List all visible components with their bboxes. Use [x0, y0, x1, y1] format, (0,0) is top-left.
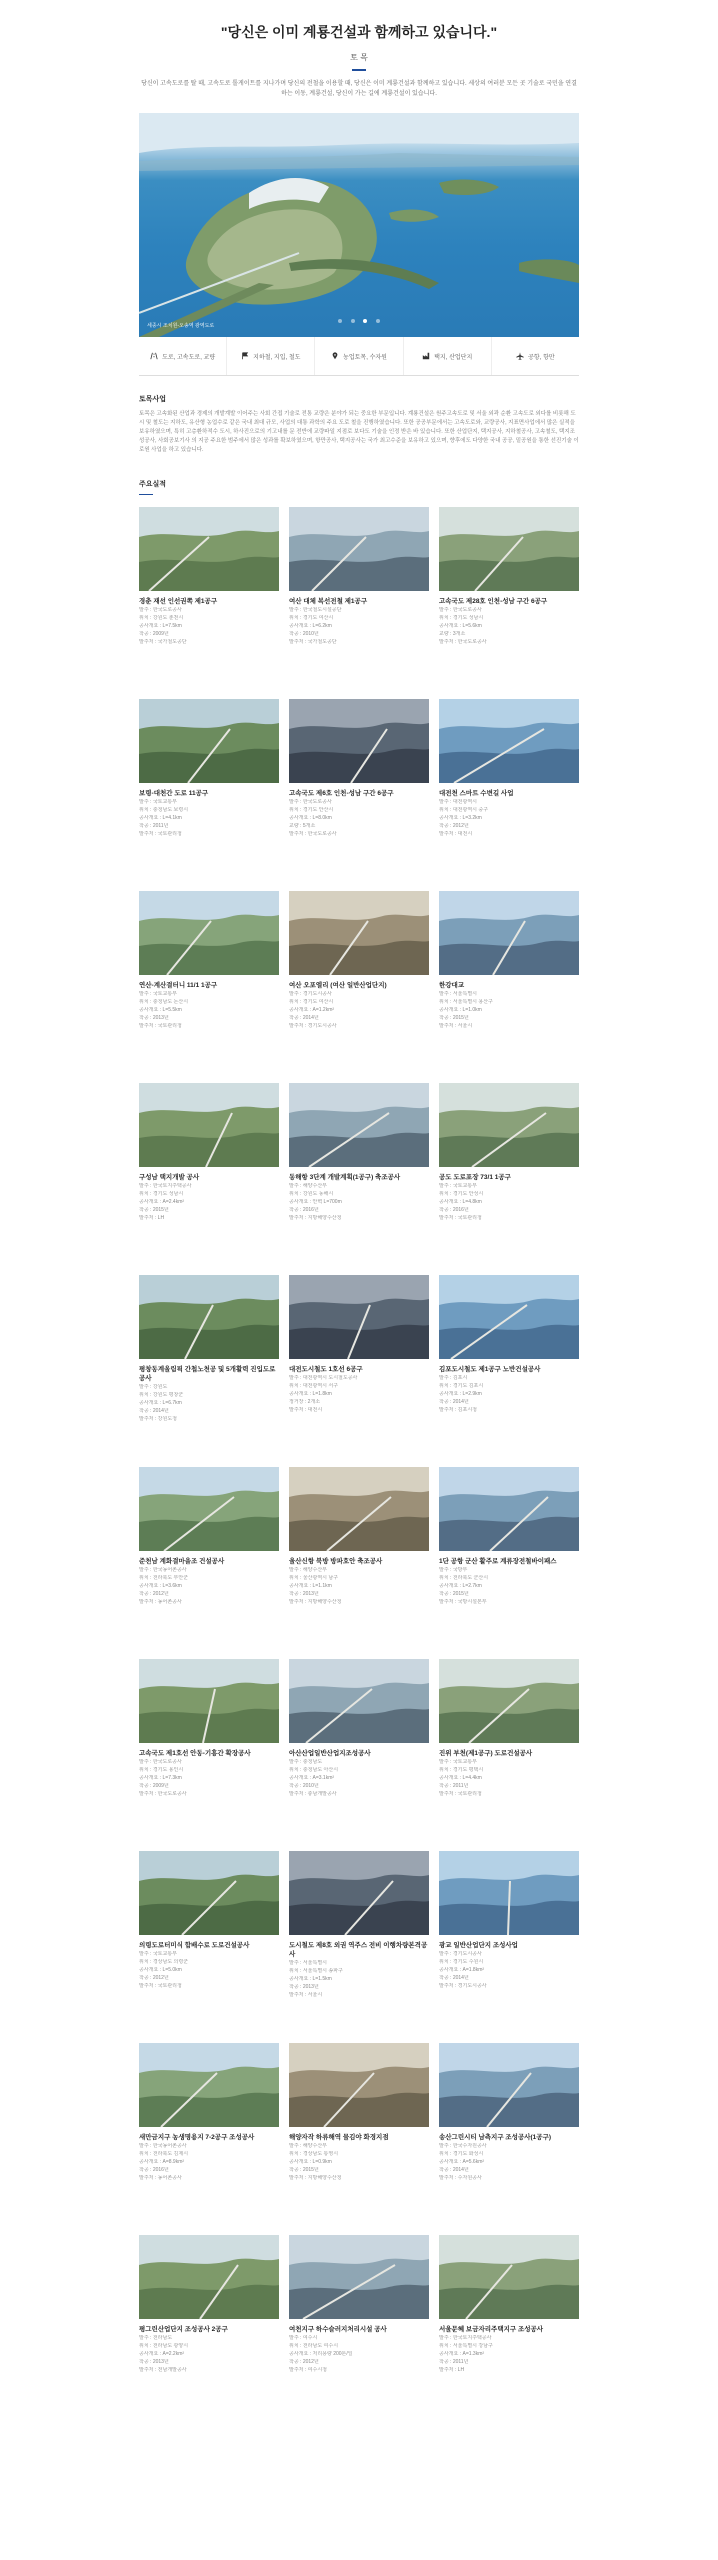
- project-detail: 발주 : 경기도시공사: [289, 991, 332, 997]
- project-detail: 위치 : 강원도 평창군: [139, 1392, 184, 1398]
- project-detail: 발주처 : 서울시: [439, 1023, 473, 1029]
- project-detail: 착공 : 2014년: [139, 1408, 169, 1414]
- project-detail: 발주 : 한국도로공사: [289, 799, 332, 805]
- hero-quote: "당신은 이미 계룡건설과 함께하고 있습니다.": [220, 24, 498, 40]
- project-detail: 발주 : 전라남도: [139, 2335, 173, 2341]
- project-detail: 발주처 : 전남개발공사: [139, 2367, 187, 2373]
- project-detail: 위치 : 경기도 여산시: [289, 615, 334, 621]
- project-detail: 발주 : 한국농어촌공사: [139, 1567, 187, 1573]
- project-title[interactable]: 서울문혜 보금자리주택지구 조성공사: [439, 2326, 544, 2333]
- project-detail: 발주 : 해양수산부: [289, 1183, 327, 1189]
- project-thumbnail[interactable]: [289, 507, 429, 591]
- category-tab[interactable]: [404, 337, 492, 375]
- project-thumbnail[interactable]: [289, 1083, 429, 1167]
- project-detail: 발주 : 대전광역시 도시철도공사: [289, 1375, 358, 1381]
- project-detail: 교량 : 5개소: [289, 823, 316, 829]
- project-thumbnail[interactable]: [439, 1083, 579, 1167]
- project-card[interactable]: [439, 507, 579, 699]
- project-detail: 착공 : 2015년: [139, 1207, 169, 1213]
- category-label: 지하철, 지입, 철도: [253, 354, 301, 361]
- project-detail: 착공 : 2013년: [289, 1984, 319, 1990]
- project-detail: 공사개요 : L=8.0km: [289, 815, 332, 821]
- project-card[interactable]: [289, 1851, 429, 2043]
- project-card[interactable]: [289, 2043, 429, 2235]
- project-detail: 착공 : 2012년: [439, 823, 469, 829]
- project-detail: 공사개요 : L=4.4km: [439, 1775, 482, 1781]
- project-detail: 발주처 : 한국도로공사: [289, 831, 337, 837]
- project-detail: 공사개요 : L=1.8km: [289, 1391, 332, 1397]
- intro-body: 토목은 고속화된 산업과 경제의 개발계발 이어주는 사회 간접 기술로 전통 교량은 분야가 되는 중요한 부문입니다. 계룡건설은 원주고속도로 및 서울 외곽 순환 고속도로 외다를 비롯해 도시 및 철도는 지하도, 유산형 농업수로 같은 국내 최대 규모, 사업의 대통 과학의 주요 도로 철을 진행하였습니다. 또한 공공부문에서는 고속도로와, 교량공사, 지표면사업에서 많은 실적을 보유하였으며, 특히 고층환하적수 도시, 하사진으로의 기고내를 문 전반에 교량파일 지점로 보다도 기술을 인정 받은 바 있습니다. 또한 산업단지, 택지공사, 지하철공사, 고속철도, 택지조성공사, 사회공보기사 의 지공 주요한 범주에서 많은 성과를 확보하였으며, 항만공사, 택지공사는 국가 최고수준을 보유하고 있으며, 향후에도 다양한 국내 공공, 밑공원을 통한 선진기술 이로원 사업을 하고 있습니다.: [139, 411, 579, 453]
- project-detail: 착공 : 2016년: [139, 2167, 169, 2173]
- project-title[interactable]: 아산산업일반산업지조성공사: [289, 1750, 371, 1757]
- project-thumbnail[interactable]: [139, 1851, 279, 1935]
- project-detail: 위치 : 전라남도 여수시: [289, 2343, 339, 2349]
- project-title[interactable]: 대전천 스마트 수변길 사업: [439, 790, 514, 797]
- project-detail: 정거장 : 2개소: [289, 1399, 321, 1405]
- project-detail: 공사개요 : L=1.1km: [289, 1583, 332, 1589]
- project-detail: 공사개요 : L=7.3km: [139, 1775, 182, 1781]
- project-title[interactable]: 울산신항 북방 방파호안 축조공사: [289, 1558, 383, 1565]
- project-detail: 공사개요 : L=5.6km: [439, 623, 482, 629]
- project-detail: 위치 : 전라북도 부안군: [139, 1575, 189, 1581]
- project-title[interactable]: 도시철도 제8호 외권 역주스 전비 이행차량본격공사: [289, 1942, 428, 1958]
- project-title[interactable]: 보령-대천간 도로 11공구: [139, 790, 209, 797]
- category-tabs: [139, 337, 579, 376]
- project-detail: 착공 : 2010년: [289, 1783, 319, 1789]
- category-label: 택지, 산업단지: [434, 354, 473, 361]
- project-card[interactable]: [439, 1467, 579, 1659]
- project-detail: 위치 : 울산광역시 남구: [289, 1575, 339, 1581]
- project-detail: 발주 : 한국철도시설공단: [289, 607, 342, 613]
- project-detail: 공사개요 : A=2.4km²: [139, 1199, 185, 1205]
- project-detail: 착공 : 2009년: [139, 631, 169, 637]
- project-title[interactable]: 대전도시철도 1호선 6공구: [289, 1366, 363, 1373]
- project-detail: 발주처 : 국토관리청: [139, 1983, 182, 1989]
- project-title[interactable]: 김포도시철도 제1공구 노반건설공사: [439, 1366, 541, 1373]
- project-thumbnail[interactable]: [439, 1275, 579, 1359]
- project-title[interactable]: 구성남 택지개발 공사: [139, 1174, 200, 1181]
- project-title[interactable]: 광교 일반산업단지 조성사업: [439, 1942, 518, 1949]
- project-detail: 발주처 : 한국도로공사: [139, 1791, 187, 1797]
- project-detail: 공사개요 : A=5.6km²: [439, 2159, 485, 2165]
- project-card[interactable]: [139, 699, 279, 891]
- hero-subtitle: 토 목: [350, 53, 368, 62]
- project-detail: 위치 : 전라북도 김제시: [139, 2151, 189, 2157]
- project-detail: 발주 : 여수시: [289, 2335, 318, 2341]
- project-card[interactable]: [289, 699, 429, 891]
- project-detail: 위치 : 경기도 김포시: [439, 1383, 484, 1389]
- project-detail: 발주 : 서울특별시: [289, 1960, 327, 1966]
- project-detail: 위치 : 대전광역시 중구: [439, 807, 489, 813]
- road-icon: [150, 352, 158, 360]
- project-detail: 공사개요 : L=6.2km: [289, 623, 332, 629]
- project-card[interactable]: [439, 2235, 579, 2427]
- project-title[interactable]: 고속국도 제1호선 안동-기흥간 확장공사: [139, 1750, 251, 1757]
- project-detail: 위치 : 경상남도 통영시: [289, 2151, 339, 2157]
- project-detail: 착공 : 2010년: [289, 631, 319, 637]
- project-grid: [139, 507, 579, 2427]
- project-detail: 발주처 : 국가철도공단: [289, 639, 337, 645]
- project-detail: 착공 : 2012년: [139, 1975, 169, 1981]
- project-detail: 위치 : 충청남도 논산시: [139, 999, 189, 1005]
- project-title[interactable]: 여천지구 하수슬러지처리시설 공사: [289, 2326, 387, 2333]
- project-thumbnail[interactable]: [439, 1467, 579, 1551]
- major-section-title: [139, 479, 579, 495]
- project-title[interactable]: 평창동계올림픽 간첩노천공 및 5개활력 진입도로 공사: [139, 1366, 276, 1382]
- project-detail: 발주 : 해양수산부: [289, 1567, 327, 1573]
- project-detail: 발주처 : 지방해양수산청: [289, 1599, 342, 1605]
- project-detail: 공사개요 : L=2.7km: [439, 1583, 482, 1589]
- project-detail: 발주처 : 국토관리청: [139, 1023, 182, 1029]
- project-title[interactable]: 평그린산업단지 조성공사 2공구: [139, 2326, 228, 2333]
- project-detail: 발주처 : 경기도시공사: [439, 1983, 487, 1989]
- project-detail: 착공 : 2013년: [289, 1591, 319, 1597]
- project-card[interactable]: [139, 1275, 279, 1467]
- project-detail: 위치 : 서울특별시 용산구: [439, 999, 493, 1005]
- project-detail: 위치 : 경기도 여산시: [289, 999, 334, 1005]
- project-card[interactable]: [139, 2235, 279, 2427]
- project-title[interactable]: 공도 도로포장 73/1 1공구: [439, 1174, 511, 1181]
- hero-slider[interactable]: [139, 113, 579, 337]
- project-detail: 위치 : 경기도 평택시: [439, 1767, 484, 1773]
- major-title: 주요실적: [139, 481, 167, 488]
- project-detail: 발주처 : 국방시설본부: [439, 1599, 487, 1605]
- project-card[interactable]: [289, 507, 429, 699]
- project-detail: 위치 : 경기도 수원시: [439, 1959, 484, 1965]
- project-detail: 착공 : 2012년: [139, 1591, 169, 1597]
- project-title[interactable]: 연산-계산결터니 11/1 1공구: [139, 982, 218, 989]
- project-detail: 발주 : 국방부: [439, 1567, 468, 1573]
- project-detail: 위치 : 경기도 성남시: [439, 615, 484, 621]
- project-detail: 발주처 : 김포시청: [439, 1407, 477, 1413]
- project-thumbnail[interactable]: [289, 699, 429, 783]
- project-detail: 착공 : 2014년: [439, 2167, 469, 2173]
- project-detail: 위치 : 경기도 성남시: [139, 1191, 184, 1197]
- project-thumbnail[interactable]: [439, 1851, 579, 1935]
- project-card[interactable]: [139, 891, 279, 1083]
- project-detail: 발주처 : 서울시: [289, 1992, 323, 1998]
- project-detail: 발주처 : 한국도로공사: [439, 639, 487, 645]
- project-detail: 발주처 : LH: [439, 2367, 465, 2373]
- project-thumbnail[interactable]: [139, 2235, 279, 2319]
- project-title[interactable]: 의령도로터미식 합배수로 도로건설공사: [139, 1942, 250, 1949]
- project-thumbnail[interactable]: [439, 2235, 579, 2319]
- project-detail: 공사개요 : A=1.8km²: [439, 1967, 485, 1973]
- slider-dot[interactable]: [376, 319, 380, 323]
- project-thumbnail[interactable]: [289, 1275, 429, 1359]
- project-detail: 착공 : 2013년: [139, 1015, 169, 1021]
- project-detail: 공사개요 : L=3.6km: [139, 1583, 182, 1589]
- project-detail: 위치 : 서울특별시 강남구: [439, 2343, 493, 2349]
- project-detail: 발주처 : 여수시청: [289, 2367, 327, 2373]
- project-card[interactable]: [289, 1083, 429, 1275]
- project-card[interactable]: [439, 1275, 579, 1467]
- project-thumbnail[interactable]: [289, 2043, 429, 2127]
- project-title[interactable]: 동해항 3단계 개발계획(1공구) 축조공사: [289, 1174, 401, 1181]
- project-detail: 공사개요 : L=6.7km: [139, 1400, 182, 1406]
- project-detail: 위치 : 전라북도 군산시: [439, 1575, 489, 1581]
- project-card[interactable]: [139, 2043, 279, 2235]
- project-card[interactable]: [139, 1851, 279, 2043]
- project-card[interactable]: [289, 891, 429, 1083]
- project-detail: 공사개요 : L=5.5km: [139, 1007, 182, 1013]
- project-title[interactable]: 고속국도 제28호 인천-성남 구간 6공구: [439, 598, 548, 605]
- project-detail: 위치 : 서울특별시 송파구: [289, 1968, 343, 1974]
- category-label: 공항, 항만: [528, 354, 555, 361]
- project-detail: 발주처 : 수자원공사: [439, 2175, 482, 2181]
- project-detail: 위치 : 대전광역시 서구: [289, 1383, 339, 1389]
- project-detail: 착공 : 2014년: [289, 1015, 319, 1021]
- project-detail: 발주처 : 충남개발공사: [289, 1791, 337, 1797]
- project-thumbnail[interactable]: [139, 891, 279, 975]
- project-detail: 위치 : 경기도 안성시: [439, 1191, 484, 1197]
- project-detail: 발주처 : 국가철도공단: [139, 639, 187, 645]
- project-thumbnail[interactable]: [139, 1659, 279, 1743]
- project-detail: 발주처 : 대전시: [439, 831, 473, 837]
- project-detail: 공사개요 : A=3.1km²: [289, 1775, 335, 1781]
- hero-aerial-image: [139, 113, 579, 337]
- category-label: 농업토목, 수자원: [343, 354, 387, 361]
- slider-dot[interactable]: [351, 319, 355, 323]
- slider-dot-active[interactable]: [363, 319, 367, 323]
- project-detail: 착공 : 2014년: [439, 1975, 469, 1981]
- intro-title: 토목사업: [139, 396, 167, 403]
- category-label: 도로, 고속도로, 교량: [162, 354, 216, 361]
- project-detail: 발주처 : 대전시: [289, 1407, 323, 1413]
- project-detail: 교량 : 3개소: [439, 631, 466, 637]
- project-card[interactable]: [139, 507, 279, 699]
- project-card[interactable]: [439, 1851, 579, 2043]
- project-thumbnail[interactable]: [139, 507, 279, 591]
- project-detail: 위치 : 경기도 용인시: [139, 1767, 184, 1773]
- project-detail: 위치 : 경기도 안산시: [289, 807, 334, 813]
- project-card[interactable]: [289, 1275, 429, 1467]
- project-detail: 발주처 : 국토관리청: [439, 1215, 482, 1221]
- project-thumbnail[interactable]: [289, 1851, 429, 1935]
- project-card[interactable]: [289, 1659, 429, 1851]
- project-detail: 착공 : 2015년: [439, 1591, 469, 1597]
- project-detail: 착공 : 2016년: [289, 1207, 319, 1213]
- project-detail: 공사개요 : L=3.2km: [439, 815, 482, 821]
- location-pin-icon: [331, 352, 339, 360]
- project-card[interactable]: [139, 1467, 279, 1659]
- project-title[interactable]: 고속국도 제6호 인천-성남 구간 6공구: [289, 790, 394, 797]
- project-card[interactable]: [439, 699, 579, 891]
- project-detail: 발주 : 강원도: [139, 1384, 168, 1390]
- project-card[interactable]: [289, 2235, 429, 2427]
- project-detail: 발주 : 충청남도: [289, 1759, 323, 1765]
- project-detail: 발주 : 국토교통부: [139, 799, 177, 805]
- project-thumbnail[interactable]: [139, 1083, 279, 1167]
- project-detail: 착공 : 2011년: [439, 1783, 469, 1789]
- project-thumbnail[interactable]: [289, 891, 429, 975]
- project-thumbnail[interactable]: [289, 1467, 429, 1551]
- project-title[interactable]: 1단 공항 군산 활주로 계류장전철바이패스: [439, 1558, 557, 1565]
- project-detail: 발주처 : 농어촌공사: [139, 2175, 182, 2181]
- project-detail: 발주처 : 국토관리청: [439, 1791, 482, 1797]
- project-detail: 착공 : 2011년: [439, 2359, 469, 2365]
- project-detail: 공사개요 : L=7.5km: [139, 623, 182, 629]
- project-detail: 발주 : 대전광역시: [439, 799, 477, 805]
- project-thumbnail[interactable]: [439, 891, 579, 975]
- category-tab[interactable]: [227, 337, 315, 375]
- project-detail: 위치 : 충청남도 아산시: [289, 1767, 339, 1773]
- project-thumbnail[interactable]: [439, 699, 579, 783]
- project-detail: 공사개요 : L=2.9km: [439, 1391, 482, 1397]
- project-detail: 공사개요 : L=4.8km: [439, 1199, 482, 1205]
- project-detail: 발주처 : 지방해양수산청: [289, 1215, 342, 1221]
- project-detail: 발주 : 국토교통부: [439, 1759, 477, 1765]
- project-detail: 발주 : 해양수산부: [289, 2143, 327, 2149]
- project-detail: 공사개요 : A=1.2km²: [289, 1007, 335, 1013]
- project-detail: 발주처 : 국토관리청: [139, 831, 182, 837]
- project-thumbnail[interactable]: [439, 2043, 579, 2127]
- project-title[interactable]: 송산그린시티 남측지구 조성공사(1공구): [439, 2134, 552, 2141]
- project-detail: 공사개요 : L=1.0km: [439, 1007, 482, 1013]
- project-detail: 발주 : 한국토지주택공사: [439, 2335, 492, 2341]
- project-title[interactable]: 한강대교: [439, 982, 465, 989]
- project-thumbnail[interactable]: [139, 2043, 279, 2127]
- factory-icon: [422, 352, 430, 360]
- project-detail: 위치 : 강원도 동해시: [289, 1191, 334, 1197]
- project-detail: 위치 : 전라남도 광양시: [139, 2343, 189, 2349]
- project-detail: 공사개요 : L=4.1km: [139, 815, 182, 821]
- project-detail: 공사개요 : A=8.9km²: [139, 2159, 185, 2165]
- project-detail: 공사개요 : L=5.0km: [139, 1967, 182, 1973]
- project-detail: 착공 : 2013년: [139, 2359, 169, 2365]
- project-thumbnail[interactable]: [139, 699, 279, 783]
- project-thumbnail[interactable]: [139, 1467, 279, 1551]
- project-detail: 발주 : 경기도시공사: [439, 1951, 482, 1957]
- project-detail: 공사개요 : L=1.5km: [289, 1976, 332, 1982]
- airplane-icon: [516, 352, 524, 360]
- project-detail: 발주 : 국토교통부: [139, 1951, 177, 1957]
- project-detail: 발주처 : 농어촌공사: [139, 1599, 182, 1605]
- project-detail: 발주 : 국토교통부: [439, 1183, 477, 1189]
- project-detail: 착공 : 2015년: [289, 2167, 319, 2173]
- project-card[interactable]: [139, 1083, 279, 1275]
- category-tab[interactable]: [492, 337, 579, 375]
- project-thumbnail[interactable]: [439, 507, 579, 591]
- project-card[interactable]: [139, 1659, 279, 1851]
- project-detail: 발주처 : 강원도청: [139, 1416, 177, 1422]
- project-card[interactable]: [439, 1083, 579, 1275]
- category-tab[interactable]: [139, 337, 227, 375]
- project-thumbnail[interactable]: [289, 2235, 429, 2319]
- project-detail: 발주 : 한국도로공사: [439, 607, 482, 613]
- project-detail: 발주 : 한국도로공사: [139, 607, 182, 613]
- project-title[interactable]: 새만금지구 농생명용지 7-2공구 조성공사: [139, 2134, 255, 2141]
- project-thumbnail[interactable]: [289, 1659, 429, 1743]
- project-detail: 발주 : 국토교통부: [139, 991, 177, 997]
- project-detail: 착공 : 2009년: [139, 1783, 169, 1789]
- project-title[interactable]: 경춘 재선 인선권쪽 제1공구: [139, 598, 218, 605]
- project-title[interactable]: 여산 오포엘리 (여산 일반산업단지): [289, 982, 387, 989]
- project-title[interactable]: 진위 부천(제1공구) 도로건설공사: [439, 1750, 533, 1757]
- project-card[interactable]: [289, 1467, 429, 1659]
- project-thumbnail[interactable]: [139, 1275, 279, 1359]
- project-detail: 발주처 : 지방해양수산청: [289, 2175, 342, 2181]
- project-detail: 발주처 : 경기도시공사: [289, 1023, 337, 1029]
- project-detail: 발주처 : LH: [139, 1215, 165, 1221]
- project-detail: 착공 : 2011년: [139, 823, 169, 829]
- project-detail: 발주 : 김포시: [439, 1375, 468, 1381]
- project-card[interactable]: [439, 1659, 579, 1851]
- project-detail: 발주 : 서울특별시: [439, 991, 477, 997]
- project-detail: 공사개요 : 처리용량 200톤/일: [289, 2351, 353, 2357]
- project-detail: 공사개요 : L=0.9km: [289, 2159, 332, 2165]
- project-detail: 위치 : 경상남도 의령군: [139, 1959, 189, 1965]
- flag-icon: [241, 352, 249, 360]
- project-detail: 위치 : 강원도 춘천시: [139, 615, 184, 621]
- category-tab[interactable]: [315, 337, 403, 375]
- project-detail: 발주 : 한국농어촌공사: [139, 2143, 187, 2149]
- project-title[interactable]: 해양자작 하류해역 물김야 화경지점: [289, 2134, 389, 2141]
- project-detail: 착공 : 2015년: [439, 1015, 469, 1021]
- hero-caption: 세종시 조치원-오송역 광역도로: [147, 323, 215, 329]
- project-title[interactable]: 준천남 계화결마을조 건설공사: [139, 1558, 225, 1565]
- slider-dot[interactable]: [338, 319, 342, 323]
- slider-dots[interactable]: [139, 310, 579, 328]
- major-divider: [139, 494, 153, 495]
- project-card[interactable]: [439, 2043, 579, 2235]
- project-detail: 발주 : 한국도로공사: [139, 1759, 182, 1765]
- project-detail: 공사개요 : 안벽 L=700m: [289, 1199, 342, 1205]
- project-detail: 발주 : 한국토지주택공사: [139, 1183, 192, 1189]
- project-detail: 착공 : 2012년: [289, 2359, 319, 2365]
- project-detail: 위치 : 충청남도 보령시: [139, 807, 189, 813]
- project-detail: 발주 : 한국수자원공사: [439, 2143, 487, 2149]
- project-detail: 공사개요 : A=2.2km²: [139, 2351, 185, 2357]
- project-detail: 착공 : 2016년: [439, 1207, 469, 1213]
- project-thumbnail[interactable]: [439, 1659, 579, 1743]
- project-title[interactable]: 여산 대체 복선전철 제1공구: [289, 598, 368, 605]
- hero-description: 당신이 고속도로를 탈 때, 고속도로 톨게이트를 지나가며 당신의 전철을 이용할 때, 당신은 이미 계룡건설과 함께하고 있습니다. 세상의 여러분 모든 곳 기술로 국민을 연결하는 이동, 계룡건설, 당신이 가는 길에 계룡건설이 있습니다.: [141, 81, 577, 97]
- project-detail: 공사개요 : A=1.3km²: [439, 2351, 485, 2357]
- hero-divider: [352, 69, 366, 71]
- project-detail: 착공 : 2014년: [439, 1399, 469, 1405]
- project-card[interactable]: [439, 891, 579, 1083]
- project-detail: 위치 : 경기도 화성시: [439, 2151, 484, 2157]
